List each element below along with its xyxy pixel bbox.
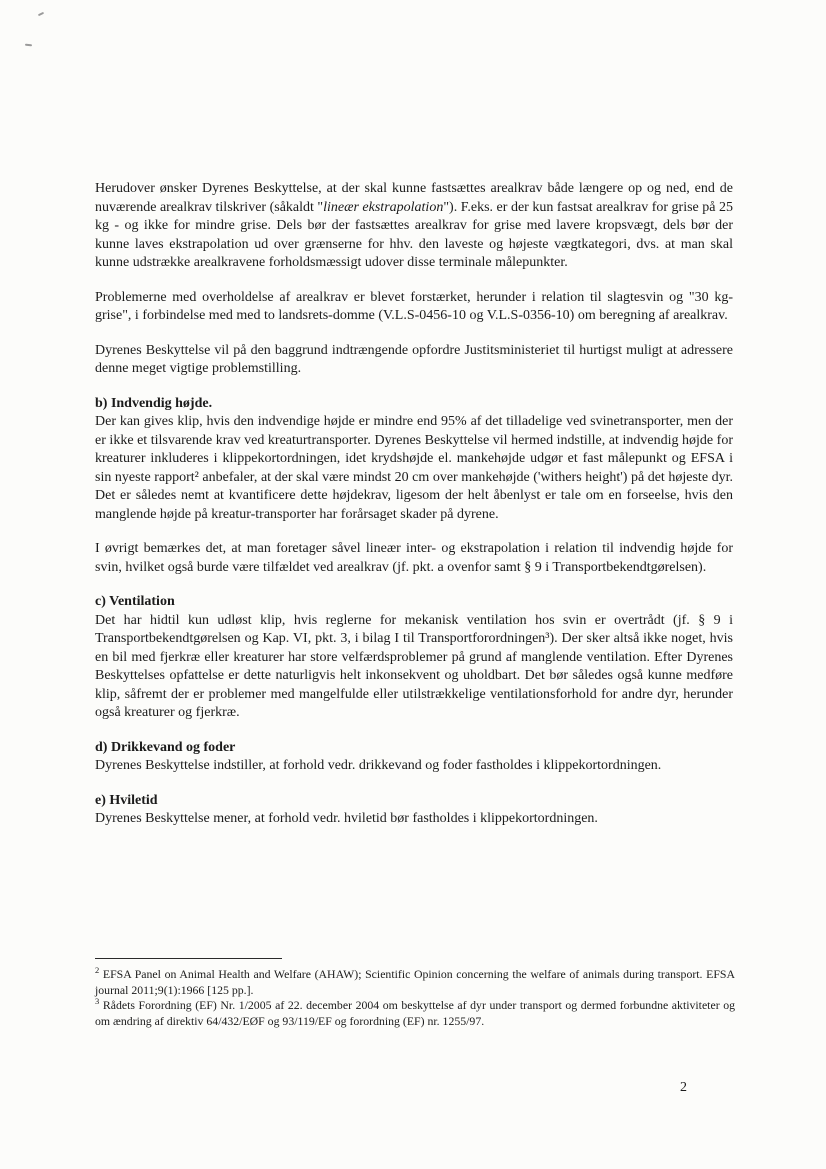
section-heading-d: d) Drikkevand og foder — [95, 739, 236, 755]
section-heading-e: e) Hviletid — [95, 792, 158, 808]
page-number: 2 — [680, 1080, 687, 1095]
footnote-text: Rådets Forordning (EF) Nr. 1/2005 af 22. december 2004 om beskyttelse af dyr under transport og dermed forbundne aktiviteter og om ændring af direktiv 64/432/EØF og 93/119/EF og forordning (EF) nr. 1255/97. — [95, 998, 736, 1028]
footnote-3 — [95, 998, 735, 1029]
section-d-body: Dyrenes Beskyttelse indstiller, at forhold vedr. drikkevand og foder fastholdes i klippekortordningen. — [95, 758, 662, 773]
footnote-marker: 3 — [95, 996, 100, 1007]
footnote-text: EFSA Panel on Animal Health and Welfare (AHAW); Scientific Opinion concerning the welfare of animals during transport. EFSA journal 2011;9(1):1966 [125 pp.]. — [95, 967, 735, 997]
document-body — [95, 180, 733, 845]
paragraph-extrapolation — [95, 180, 733, 273]
italic-term: lineær ekstrapolation — [323, 199, 444, 215]
section-c-body: Det har hidtil kun udløst klip, hvis reglerne for mekanisk ventilation hos svin er overtrådt (jf. § 9 i Transportbekendtgørelsen og Kap. VI, pkt. 3, i bilag I til Transportforordningen³). Der sker altså ikke noget, hvis en bil med fjerkræ eller kreaturer har store velfærdsproblemer på grund af manglende ventilation. Efter Dyrenes Beskyttelses opfattelse er dette naturligvis helt inkonsekvent og uholdbart. Det bør således også kunne medføre klip, såfremt der er problemer med mangelfulde eller utilstrækkelige ventilationsforhold for andre dyr, herunder også kreaturer og fjerkræ. — [95, 612, 733, 720]
footnote-separator — [95, 958, 282, 959]
footnotes — [95, 958, 735, 1029]
scan-artifact — [25, 44, 32, 47]
footnote-2 — [95, 967, 735, 998]
paragraph-opfordring: Dyrenes Beskyttelse vil på den baggrund indtrængende opfordre Justitsministeriet til hurtigst muligt at adressere denne meget vigtige problemstilling. — [95, 342, 733, 376]
paragraph-text: "). F.eks. er der kun fastsat arealkrav for grise på 25 kg - og ikke for mindre grise. Dels bør der fastsættes arealkrav for grise med lavere kropsvægt, dels bør der kunne laves ekstrapolation ud over grænserne for hhv. den laveste og højeste vægtkategori, dvs. at man skal kunne udstrække arealkravene forholdsmæssigt udover disse terminale målepunkter. — [95, 199, 734, 270]
footnote-marker: 2 — [95, 965, 100, 976]
section-e-body: Dyrenes Beskyttelse mener, at forhold vedr. hviletid bør fastholdes i klippekortordningen. — [95, 811, 598, 826]
paragraph-text: Herudover ønsker Dyrenes Beskyttelse, at der skal kunne fastsættes arealkrav både længere op og ned, end de nuværende arealkrav tilskriver (såkaldt " — [95, 181, 733, 215]
section-heading-b: b) Indvendig højde. — [95, 395, 213, 411]
section-b-body: Der kan gives klip, hvis den indvendige højde er mindre end 95% af det tilladelige ved svinetransporter, men der er ikke et tilsvarende krav ved kreaturtransporter. Dyrenes Beskyttelse vil hermed indstille, at indvendig højde for kreaturer inkluderes i klippekortordningen, idet krydshøjde el. mankehøjde udgør et fast målepunkt og EFSA i sin nyeste rapport² anbefaler, at der skal være mindst 20 cm over mankehøjde ('withers height') på det højeste dyr. Det er således nemt at kvantificere dette højdekrav, ligesom der helt åbenlyst er tale om en forseelse, hvis den manglende højde på kreatur-transporter har forårsaget skader på dyrene. — [95, 414, 733, 522]
paragraph-domme: Problemerne med overholdelse af arealkrav er blevet forstærket, herunder i relation til slagtesvin og "30 kg-grise", i forbindelse med med to landsrets-domme (V.L.S-0456-10 og V.L.S-0356-10) om beregning af arealkrav. — [95, 289, 733, 323]
scan-artifact — [38, 12, 44, 16]
section-heading-c: c) Ventilation — [95, 594, 175, 609]
section-b-paragraph-2: I øvrigt bemærkes det, at man foretager såvel lineær inter- og ekstrapolation i relation til indvendig højde for svin, hvilket også burde være tilfældet ved arealkrav (jf. pkt. a ovenfor samt § 9 i Transportbekendtgørelsen). — [95, 541, 733, 575]
